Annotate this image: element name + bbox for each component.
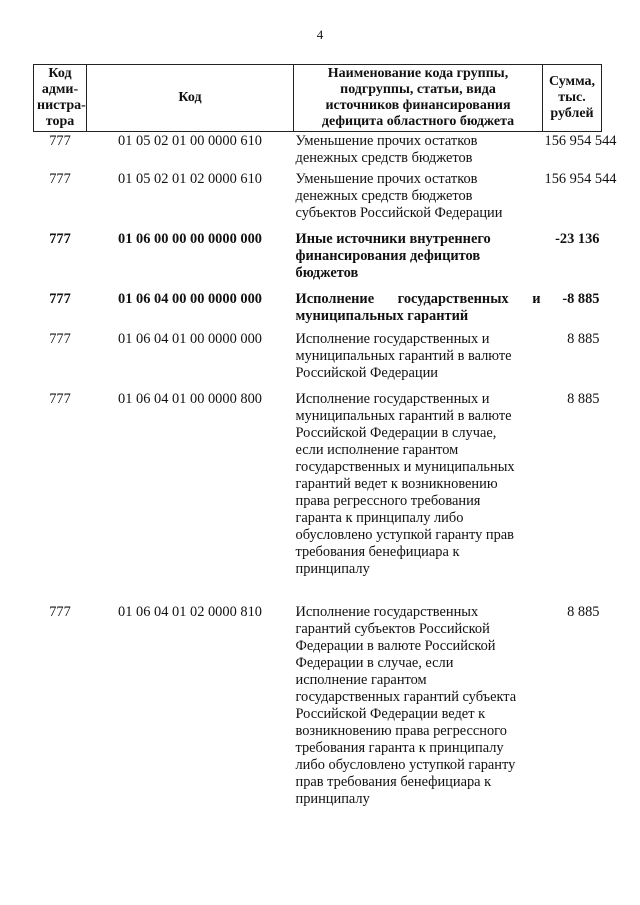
name-line: исполнение гарантом xyxy=(295,671,427,688)
name-line: Уменьшение прочих остатков xyxy=(295,170,478,187)
name-line: гарантий ведет к возникновению xyxy=(295,475,498,492)
name-cell xyxy=(294,390,543,603)
admin-code-cell: 777 xyxy=(49,390,71,407)
table-row xyxy=(34,330,602,390)
admin-code-cell: 777 xyxy=(49,330,71,347)
name-cell xyxy=(294,290,543,330)
header-line: тыс. рублей xyxy=(550,90,594,121)
name-line: принципалу xyxy=(295,790,370,807)
header-line: нистра- xyxy=(37,98,86,113)
header-line: источников финансирования xyxy=(325,98,511,113)
budget-code-cell: 01 05 02 01 02 0000 610 xyxy=(118,170,262,187)
sum-cell: 156 954 544 xyxy=(544,133,617,149)
name-line: возникновению права регрессного xyxy=(295,722,507,739)
sum-cell: 8 885 xyxy=(567,603,600,620)
budget-code-cell: 01 06 00 00 00 0000 000 xyxy=(118,230,262,247)
name-line: государственных и муниципальных xyxy=(295,458,515,475)
admin-code-cell: 777 xyxy=(49,290,71,307)
budget-code-cell: 01 06 04 00 00 0000 000 xyxy=(118,290,262,307)
admin-code-cell: 777 xyxy=(49,603,71,620)
name-line: Уменьшение прочих остатков xyxy=(295,133,478,149)
name-line: денежных средств бюджетов xyxy=(295,150,473,166)
header-line: адми- xyxy=(41,82,79,97)
name-line: финансирования дефицитов xyxy=(295,247,481,264)
header-sum xyxy=(543,65,602,132)
name-line: государственных гарантий субъекта xyxy=(295,688,517,705)
table-header-row xyxy=(34,65,602,132)
name-line: Исполнение государственных и xyxy=(295,290,541,307)
budget-code-cell: 01 06 04 01 00 0000 800 xyxy=(118,390,262,407)
header-name xyxy=(294,65,543,132)
name-cell xyxy=(294,230,543,290)
name-line: бюджетов xyxy=(295,264,359,281)
table-body xyxy=(34,132,617,809)
header-line: дефицита областного бюджета xyxy=(321,114,515,129)
table-row xyxy=(34,230,602,290)
sum-cell: 156 954 544 xyxy=(544,170,617,187)
name-line: Федерации в валюте Российской xyxy=(295,637,496,654)
name-line: муниципальных гарантий в валюте xyxy=(295,347,512,364)
name-line: гарантий субъектов Российской xyxy=(295,620,490,637)
name-cell xyxy=(294,170,543,230)
name-line: либо обусловлено уступкой гаранту xyxy=(295,756,516,773)
admin-code-cell: 777 xyxy=(49,170,71,187)
header-code xyxy=(87,65,294,132)
name-line: Исполнение государственных xyxy=(295,603,479,620)
page-number: 4 xyxy=(316,27,324,42)
name-line: обусловлено уступкой гаранту прав xyxy=(295,526,514,543)
name-line: Исполнение государственных и xyxy=(295,390,490,407)
header-line: Код xyxy=(48,66,72,81)
name-line: Федерации в случае, если xyxy=(295,654,454,671)
name-line: требования бенефициара к xyxy=(295,543,460,560)
table-row xyxy=(34,603,602,809)
admin-code-cell: 777 xyxy=(49,230,71,247)
header-line: Код xyxy=(178,90,202,105)
name-line: Российской Федерации в случае, xyxy=(295,424,497,441)
table-row xyxy=(34,390,602,603)
table-row xyxy=(34,132,602,170)
sum-cell: 8 885 xyxy=(567,390,600,407)
name-cell xyxy=(294,603,543,809)
name-line: субъектов Российской Федерации xyxy=(295,204,503,221)
name-line: гаранта к принципалу либо xyxy=(295,509,464,526)
header-line: тора xyxy=(45,114,75,129)
admin-code-cell: 777 xyxy=(49,133,71,149)
name-line: муниципальных гарантий xyxy=(295,307,469,324)
budget-code-cell: 01 06 04 01 02 0000 810 xyxy=(118,603,262,620)
sum-cell: 8 885 xyxy=(567,330,600,347)
table-row xyxy=(34,170,602,230)
name-line: Российской Федерации xyxy=(295,364,438,381)
table-row xyxy=(34,290,602,330)
name-line: принципалу xyxy=(295,560,370,577)
name-line: Исполнение государственных и xyxy=(295,330,490,347)
budget-code-cell: 01 06 04 01 00 0000 000 xyxy=(118,330,262,347)
sum-cell: -8 885 xyxy=(562,290,600,307)
budget-code-cell: 01 05 02 01 00 0000 610 xyxy=(118,133,262,149)
header-line: подгруппы, статьи, вида xyxy=(340,82,496,97)
name-cell xyxy=(294,132,543,170)
name-line: если исполнение гарантом xyxy=(295,441,459,458)
name-line: Российской Федерации ведет к xyxy=(295,705,486,722)
sources-table xyxy=(33,64,617,809)
name-cell xyxy=(294,330,543,390)
sum-cell: -23 136 xyxy=(555,230,600,247)
header-line: Сумма, xyxy=(548,74,596,89)
name-line: права регрессного требования xyxy=(295,492,481,509)
name-line: муниципальных гарантий в валюте xyxy=(295,407,512,424)
name-line: денежных средств бюджетов xyxy=(295,187,473,204)
name-line: требования гаранта к принципалу xyxy=(295,739,504,756)
header-line: Наименование кода группы, xyxy=(327,66,509,81)
header-admin-code xyxy=(34,65,87,132)
name-line: прав требования бенефициара к xyxy=(295,773,492,790)
name-line: Иные источники внутреннего xyxy=(295,230,491,247)
